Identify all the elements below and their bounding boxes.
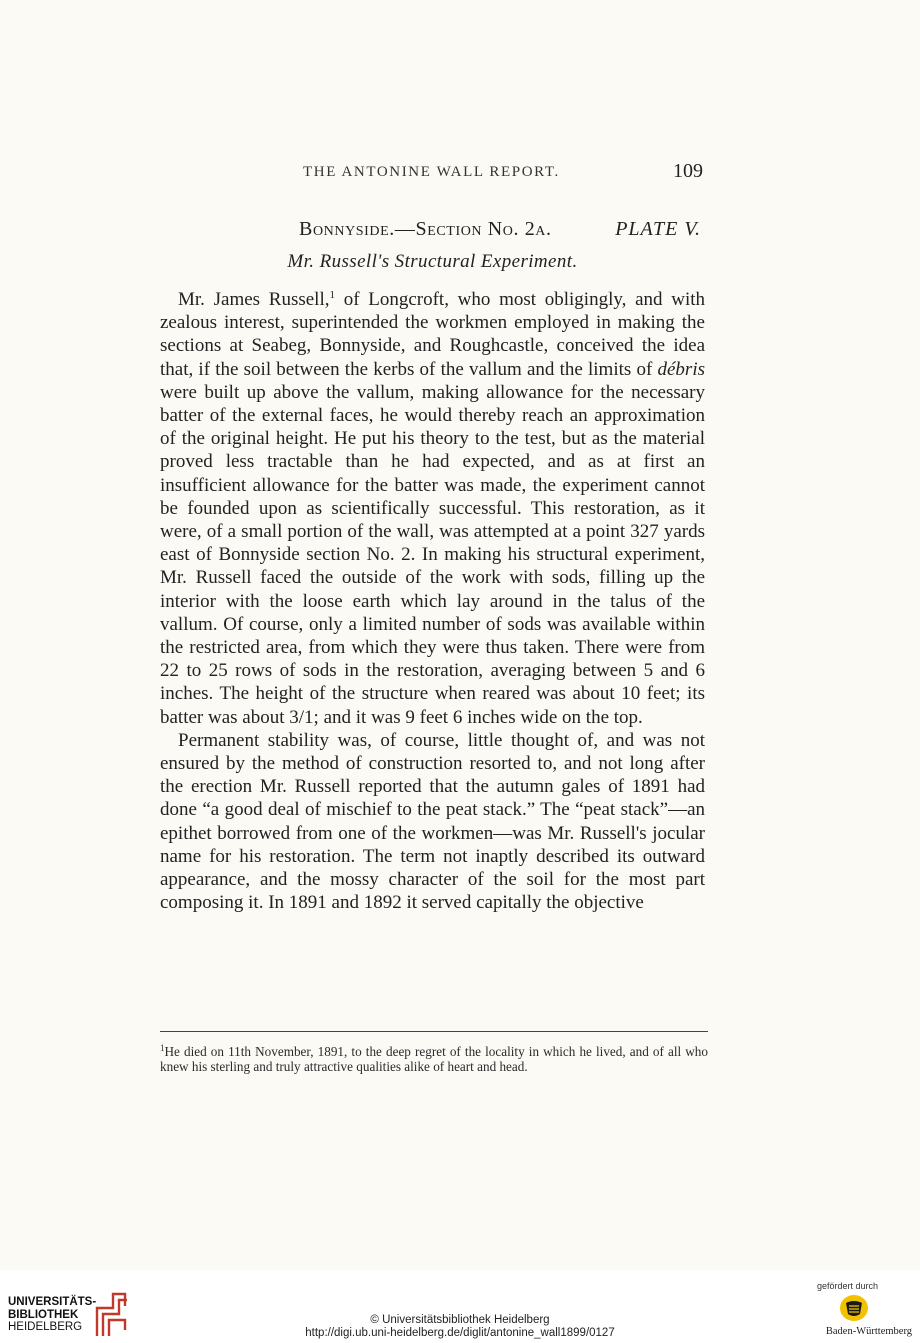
paragraph-1-text-a: of Longcroft, who most obligingly, and with zealous interest, superintended the workmen employed in making the sections at Seabeg, Bonnyside, and Roughcastle, conceived the idea that, if the soil between the kerbs of the vallum and the limits of [160, 289, 705, 380]
sponsor-label: gefördert durch [816, 1281, 878, 1291]
library-name-line-3: HEIDELBERG [8, 1321, 83, 1333]
library-name-line-2: BIBLIOTHEK [8, 1308, 79, 1321]
footer-bar [0, 1270, 920, 1343]
footnote-reference: 1 [329, 289, 335, 301]
footnote [160, 1044, 708, 1074]
copyright-notice: © Universitätsbibliothek Heidelberg [370, 1314, 550, 1326]
paragraph-1-italic: débris [657, 358, 705, 380]
page-number: 109 [673, 160, 703, 182]
section-subtitle: Mr. Russell's Structural Experiment. [287, 251, 578, 272]
source-url[interactable]: http://digi.ub.uni-heidelberg.de/diglit/antonine_wall1899/0127 [305, 1327, 615, 1339]
baden-wuerttemberg-crest-icon [839, 1294, 869, 1322]
paragraph-1-text-b: were built up above the vallum, making allowance for the necessary batter of the external faces, he would thereby reach an approximation of the original height. He put his theory to the test, but as the material proved less tractable than he had expected, and as at first an insufficient allowance for the batter was made, the experiment cannot be founded upon as scientifically successful. This restoration, as it were, of a small portion of the wall, was attempted at a point 327 yards east of Bonnyside section No. 2. In making his structural experiment, Mr. Russell faced the outside of the work with sods, filling up the interior with the loose earth which lay around in the talus of the vallum. Of course, only a limited number of sods was available within the restricted area, from which they were thus taken. There were from 22 to 25 rows of sods in the restoration, averaging between 5 and 6 inches. The height of the structure when reared was about 10 feet; its batter was about [160, 381, 705, 728]
paragraph-2: Permanent stability was, of course, little thought of, and was not ensured by the method of construction resorted to, and not long after the erection Mr. Russell reported that the autumn gales of 1891 had done “a good deal of mischief to the peat stack.” The “peat stack”—an epithet borrowed from one of the workmen—was Mr. Russell's jocular name for his restoration. The term not inaptly described its outward appearance, and the mossy character of the soil for the most part composing it. In 1891 and 1892 it served capitally the objective [160, 729, 705, 914]
running-head [160, 160, 705, 186]
body-text [160, 288, 705, 914]
paragraph-1-text-c: ; and it was 9 feet 6 inches wide on the top. [313, 706, 643, 728]
plate-reference: PLATE V. [615, 218, 701, 240]
paragraph-1 [160, 288, 705, 729]
batter-fraction: 3/1 [289, 706, 314, 728]
section-heading [160, 218, 705, 248]
sponsor-name: Baden-Württemberg [825, 1326, 912, 1337]
library-name-line-1: UNIVERSITÄTS- [8, 1296, 97, 1308]
footnote-rule [160, 1031, 708, 1032]
section-title: Bonnyside.—Section No. 2a. [299, 218, 552, 240]
footnote-text: He died on 11th November, 1891, to the deep regret of the locality in which he lived, and of all who knew his sterling and truly attractive qualities alike of heart and head. [160, 1044, 708, 1074]
running-title: THE ANTONINE WALL REPORT. [303, 164, 560, 180]
footnote-mark: 1 [160, 1043, 165, 1053]
paragraph-1-start: Mr. James Russell, [178, 289, 330, 310]
